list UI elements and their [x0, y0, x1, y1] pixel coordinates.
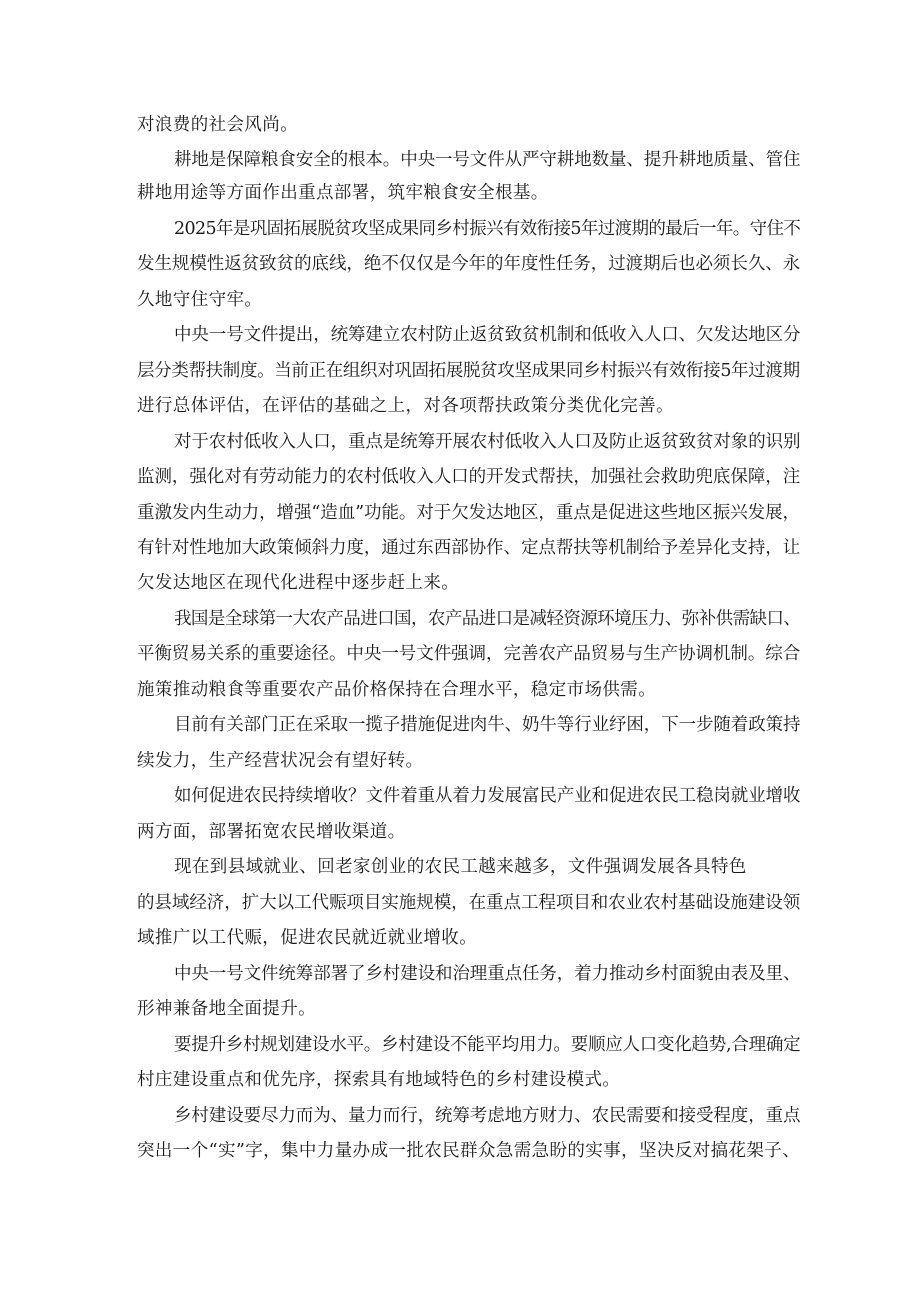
text-line: 中央一号文件提出，统筹建立农村防止返贫致贫机制和低收入人口、欠发达地区分	[174, 325, 801, 345]
text-line: 2025年是巩固拓展脱贫攻坚成果同乡村振兴有效衔接5年过渡期的最后一年。守住不	[174, 219, 801, 239]
text-line: 欠发达地区在现代化进程中逐步赶上来。	[137, 573, 460, 593]
text-line: 施策推动粮食等重要农产品价格保持在合理水平，稳定市场供需。	[137, 680, 657, 700]
text-line: 久地守住守牢。	[137, 290, 263, 310]
text-line: 突出一个“实”字，集中力量办成一批农民群众急需急盼的实事，坚决反对搞花架子、	[137, 1141, 801, 1161]
text-line: 对于农村低收入人口，重点是统筹开展农村低收入人口及防止返贫致贫对象的识别	[174, 432, 801, 452]
text-line: 目前有关部门正在采取一揽子措施促进肉牛、奶牛等行业纾困，下一步随着政策持	[174, 715, 801, 735]
text-line: 乡村建设要尽力而为、量力而行，统筹考虑地方财力、农民需要和接受程度，重点	[174, 1106, 801, 1126]
text-line: 有针对性地加大政策倾斜力度，通过东西部协作、定点帮扶等机制给予差异化支持，让	[137, 538, 801, 558]
text-line: 发生规模性返贫致贫的底线，绝不仅仅是今年的年度性任务，过渡期后也必须长久、永	[137, 254, 801, 274]
text-line: 平衡贸易关系的重要途径。中央一号文件强调，完善农产品贸易与生产协调机制。综合	[137, 644, 801, 664]
text-line: 续发力，生产经营状况会有望好转。	[137, 751, 424, 771]
text-line: 形神兼备地全面提升。	[137, 999, 316, 1019]
text-line: 监测，强化对有劳动能力的农村低收入人口的开发式帮扶，加强社会救助兜底保障，注	[137, 467, 801, 487]
text-line: 重激发内生动力，增强“造血”功能。对于欠发达地区，重点是促进这些地区振兴发展，	[137, 503, 800, 523]
text-line: 对浪费的社会风尚。	[137, 115, 299, 135]
text-line: 耕地是保障粮食安全的根本。中央一号文件从严守耕地数量、提升耕地质量、管住	[174, 150, 801, 170]
text-line: 现在到县域就业、回老家创业的农民工越来越多，文件强调发展各具特色	[174, 857, 747, 877]
text-line: 耕地用途等方面作出重点部署，筑牢粮食安全根基。	[137, 183, 549, 203]
text-line: 的县域经济，扩大以工代赈项目实施规模，在重点工程项目和农业农村基础设施建设领	[137, 893, 801, 913]
text-line: 层分类帮扶制度。当前正在组织对巩固拓展脱贫攻坚成果同乡村振兴有效衔接5年过渡期	[137, 361, 800, 381]
text-line: 我国是全球第一大农产品进口国，农产品进口是减轻资源环境压力、弥补供需缺口、	[174, 609, 801, 629]
text-line: 两方面，部署拓宽农民增收渠道。	[137, 822, 406, 842]
text-line: 域推广以工代赈，促进农民就近就业增收。	[137, 928, 478, 948]
text-line: 如何促进农民持续增收？文件着重从着力发展富民产业和促进农民工稳岗就业增收	[174, 786, 801, 806]
text-line: 中央一号文件统筹部署了乡村建设和治理重点任务，着力推动乡村面貌由表及里、	[174, 964, 801, 984]
text-line: 要提升乡村规划建设水平。乡村建设不能平均用力。要顺应人口变化趋势,合理确定	[174, 1035, 801, 1055]
text-line: 村庄建设重点和优先序，探索具有地域特色的乡村建设模式。	[137, 1070, 621, 1090]
text-line: 进行总体评估，在评估的基础之上，对各项帮扶政策分类优化完善。	[137, 396, 674, 416]
